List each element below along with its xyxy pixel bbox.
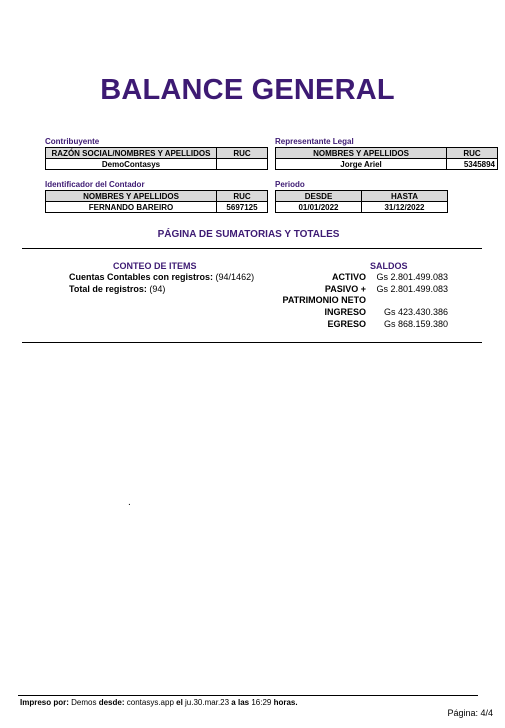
contador-header-name: NOMBRES Y APELLIDOS [46,191,217,202]
impreso-label: Impreso por: [20,698,69,707]
fecha-value: ju.30.mar.23 [185,698,230,707]
contribuyente-header-ruc: RUC [217,148,268,159]
saldo-label-pasivo: PASIVO + [324,284,366,294]
periodo-header-hasta: HASTA [362,191,448,202]
representante-name: Jorge Ariel [276,159,447,170]
representante-header-name: NOMBRES Y APELLIDOS [276,148,447,159]
total-value: (94) [149,284,166,294]
footer-print-info [20,698,298,707]
contador-name: FERNANDO BAREIRO [46,202,217,213]
cuentas-value: (94/1462) [215,272,255,282]
contador-box [45,180,268,213]
representante-header-ruc: RUC [447,148,498,159]
periodo-hasta: 31/12/2022 [362,202,448,213]
periodo-box [275,180,448,213]
conteo-heading: CONTEO DE ITEMS [113,261,197,271]
horas-label: horas. [273,698,298,707]
saldo-value-egreso: Gs 868.159.380 [383,319,448,329]
saldo-value-activo: Gs 2.801.499.083 [376,272,448,282]
contador-ruc: 5697125 [217,202,268,213]
page-number: Página: 4/4 [447,708,493,718]
contador-table [45,190,268,213]
contribuyente-box [45,137,268,170]
contribuyente-table [45,147,268,170]
total-line [69,284,165,294]
desde-value: contasys.app [126,698,174,707]
cuentas-line [69,272,254,282]
saldo-value-pasivo: Gs 2.801.499.083 [376,284,448,294]
representante-table [275,147,498,170]
saldos-heading: SALDOS [370,261,408,271]
periodo-desde: 01/01/2022 [276,202,362,213]
impreso-value: Demos [71,698,97,707]
saldo-label-ingreso: INGRESO [324,307,366,317]
contribuyente-label: Contribuyente [45,137,100,146]
contador-label: Identificador del Contador [45,180,145,189]
a-las-label: a las [231,698,250,707]
divider-bottom [22,342,482,343]
saldo-label-patrimonio: PATRIMONIO NETO [282,295,366,305]
saldo-label-egreso: EGRESO [327,319,366,329]
el-label: el [176,698,183,707]
total-label: Total de registros: [69,284,147,294]
stray-dot: . [128,497,131,508]
periodo-label: Periodo [275,180,305,189]
saldo-value-ingreso: Gs 423.430.386 [383,307,448,317]
cuentas-label: Cuentas Contables con registros: [69,272,214,282]
section-title: PÁGINA DE SUMATORIAS Y TOTALES [157,229,340,240]
footer-divider [18,695,478,696]
contribuyente-name: DemoContasys [46,159,217,170]
contribuyente-ruc [217,159,268,170]
hora-value: 16:29 [251,698,272,707]
contador-header-ruc: RUC [217,191,268,202]
divider-top [22,248,482,249]
representante-box [275,137,498,170]
representante-ruc: 5345894 [447,159,498,170]
representante-label: Representante Legal [275,137,354,146]
periodo-table [275,190,448,213]
desde-label: desde: [98,698,125,707]
saldo-label-activo: ACTIVO [331,272,366,282]
report-title: BALANCE GENERAL [100,74,395,106]
contribuyente-header-name: RAZÓN SOCIAL/NOMBRES Y APELLIDOS [46,148,217,159]
periodo-header-desde: DESDE [276,191,362,202]
